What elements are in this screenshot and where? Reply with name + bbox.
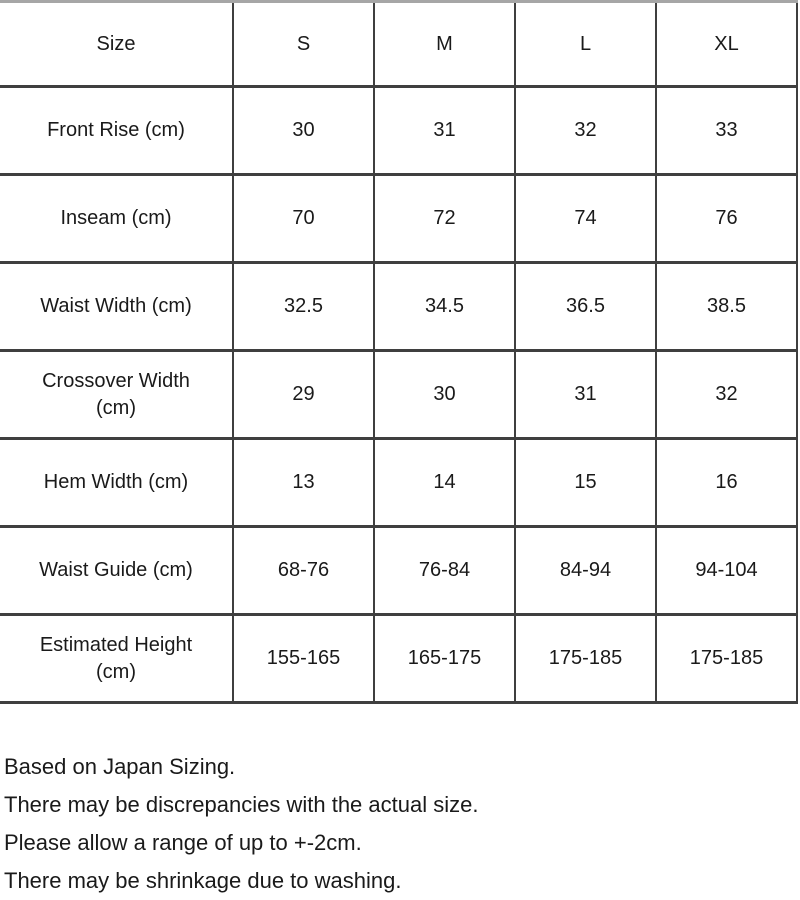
table-cell: 84-94 [515, 527, 656, 615]
row-label: Front Rise (cm) [0, 87, 233, 175]
table-cell: 30 [374, 351, 515, 439]
column-header-m: M [374, 2, 515, 87]
table-cell: 74 [515, 175, 656, 263]
row-label: Waist Width (cm) [0, 263, 233, 351]
row-label: Hem Width (cm) [0, 439, 233, 527]
table-cell: 29 [233, 351, 374, 439]
table-cell: 31 [515, 351, 656, 439]
table-row-waist-guide [0, 527, 797, 615]
table-cell: 155-165 [233, 615, 374, 703]
row-label: Crossover Width (cm) [0, 351, 233, 439]
table-cell: 165-175 [374, 615, 515, 703]
table-cell: 175-185 [515, 615, 656, 703]
table-cell: 38.5 [656, 263, 797, 351]
table-cell: 68-76 [233, 527, 374, 615]
table-cell: 94-104 [656, 527, 797, 615]
table-cell: 15 [515, 439, 656, 527]
table-cell: 76 [656, 175, 797, 263]
row-label: Inseam (cm) [0, 175, 233, 263]
table-cell: 30 [233, 87, 374, 175]
table-cell: 14 [374, 439, 515, 527]
table-cell: 175-185 [656, 615, 797, 703]
table-cell: 32 [515, 87, 656, 175]
row-label: Waist Guide (cm) [0, 527, 233, 615]
table-cell: 16 [656, 439, 797, 527]
table-row-estimated-height [0, 615, 797, 703]
note-line-range: Please allow a range of up to +-2cm. [4, 830, 362, 855]
note-line-japan-sizing: Based on Japan Sizing. [4, 754, 236, 779]
table-row-inseam [0, 175, 797, 263]
table-cell: 34.5 [374, 263, 515, 351]
column-header-xl: XL [656, 2, 797, 87]
table-cell: 70 [233, 175, 374, 263]
column-header-s: S [233, 2, 374, 87]
table-cell: 36.5 [515, 263, 656, 351]
table-row-hem-width [0, 439, 797, 527]
row-label: Estimated Height (cm) [0, 615, 233, 703]
table-cell: 33 [656, 87, 797, 175]
table-cell: 76-84 [374, 527, 515, 615]
table-cell: 32.5 [233, 263, 374, 351]
note-line-discrepancies: There may be discrepancies with the actual size. [4, 792, 479, 817]
table-cell: 13 [233, 439, 374, 527]
table-row-front-rise [0, 87, 797, 175]
header-row [0, 2, 797, 87]
sizing-notes [4, 748, 796, 900]
table-cell: 72 [374, 175, 515, 263]
table-cell: 31 [374, 87, 515, 175]
column-header-l: L [515, 2, 656, 87]
note-line-shrinkage: There may be shrinkage due to washing. [4, 868, 402, 893]
column-header-size: Size [0, 2, 233, 87]
table-row-crossover-width [0, 351, 797, 439]
table-cell: 32 [656, 351, 797, 439]
table-row-waist-width [0, 263, 797, 351]
